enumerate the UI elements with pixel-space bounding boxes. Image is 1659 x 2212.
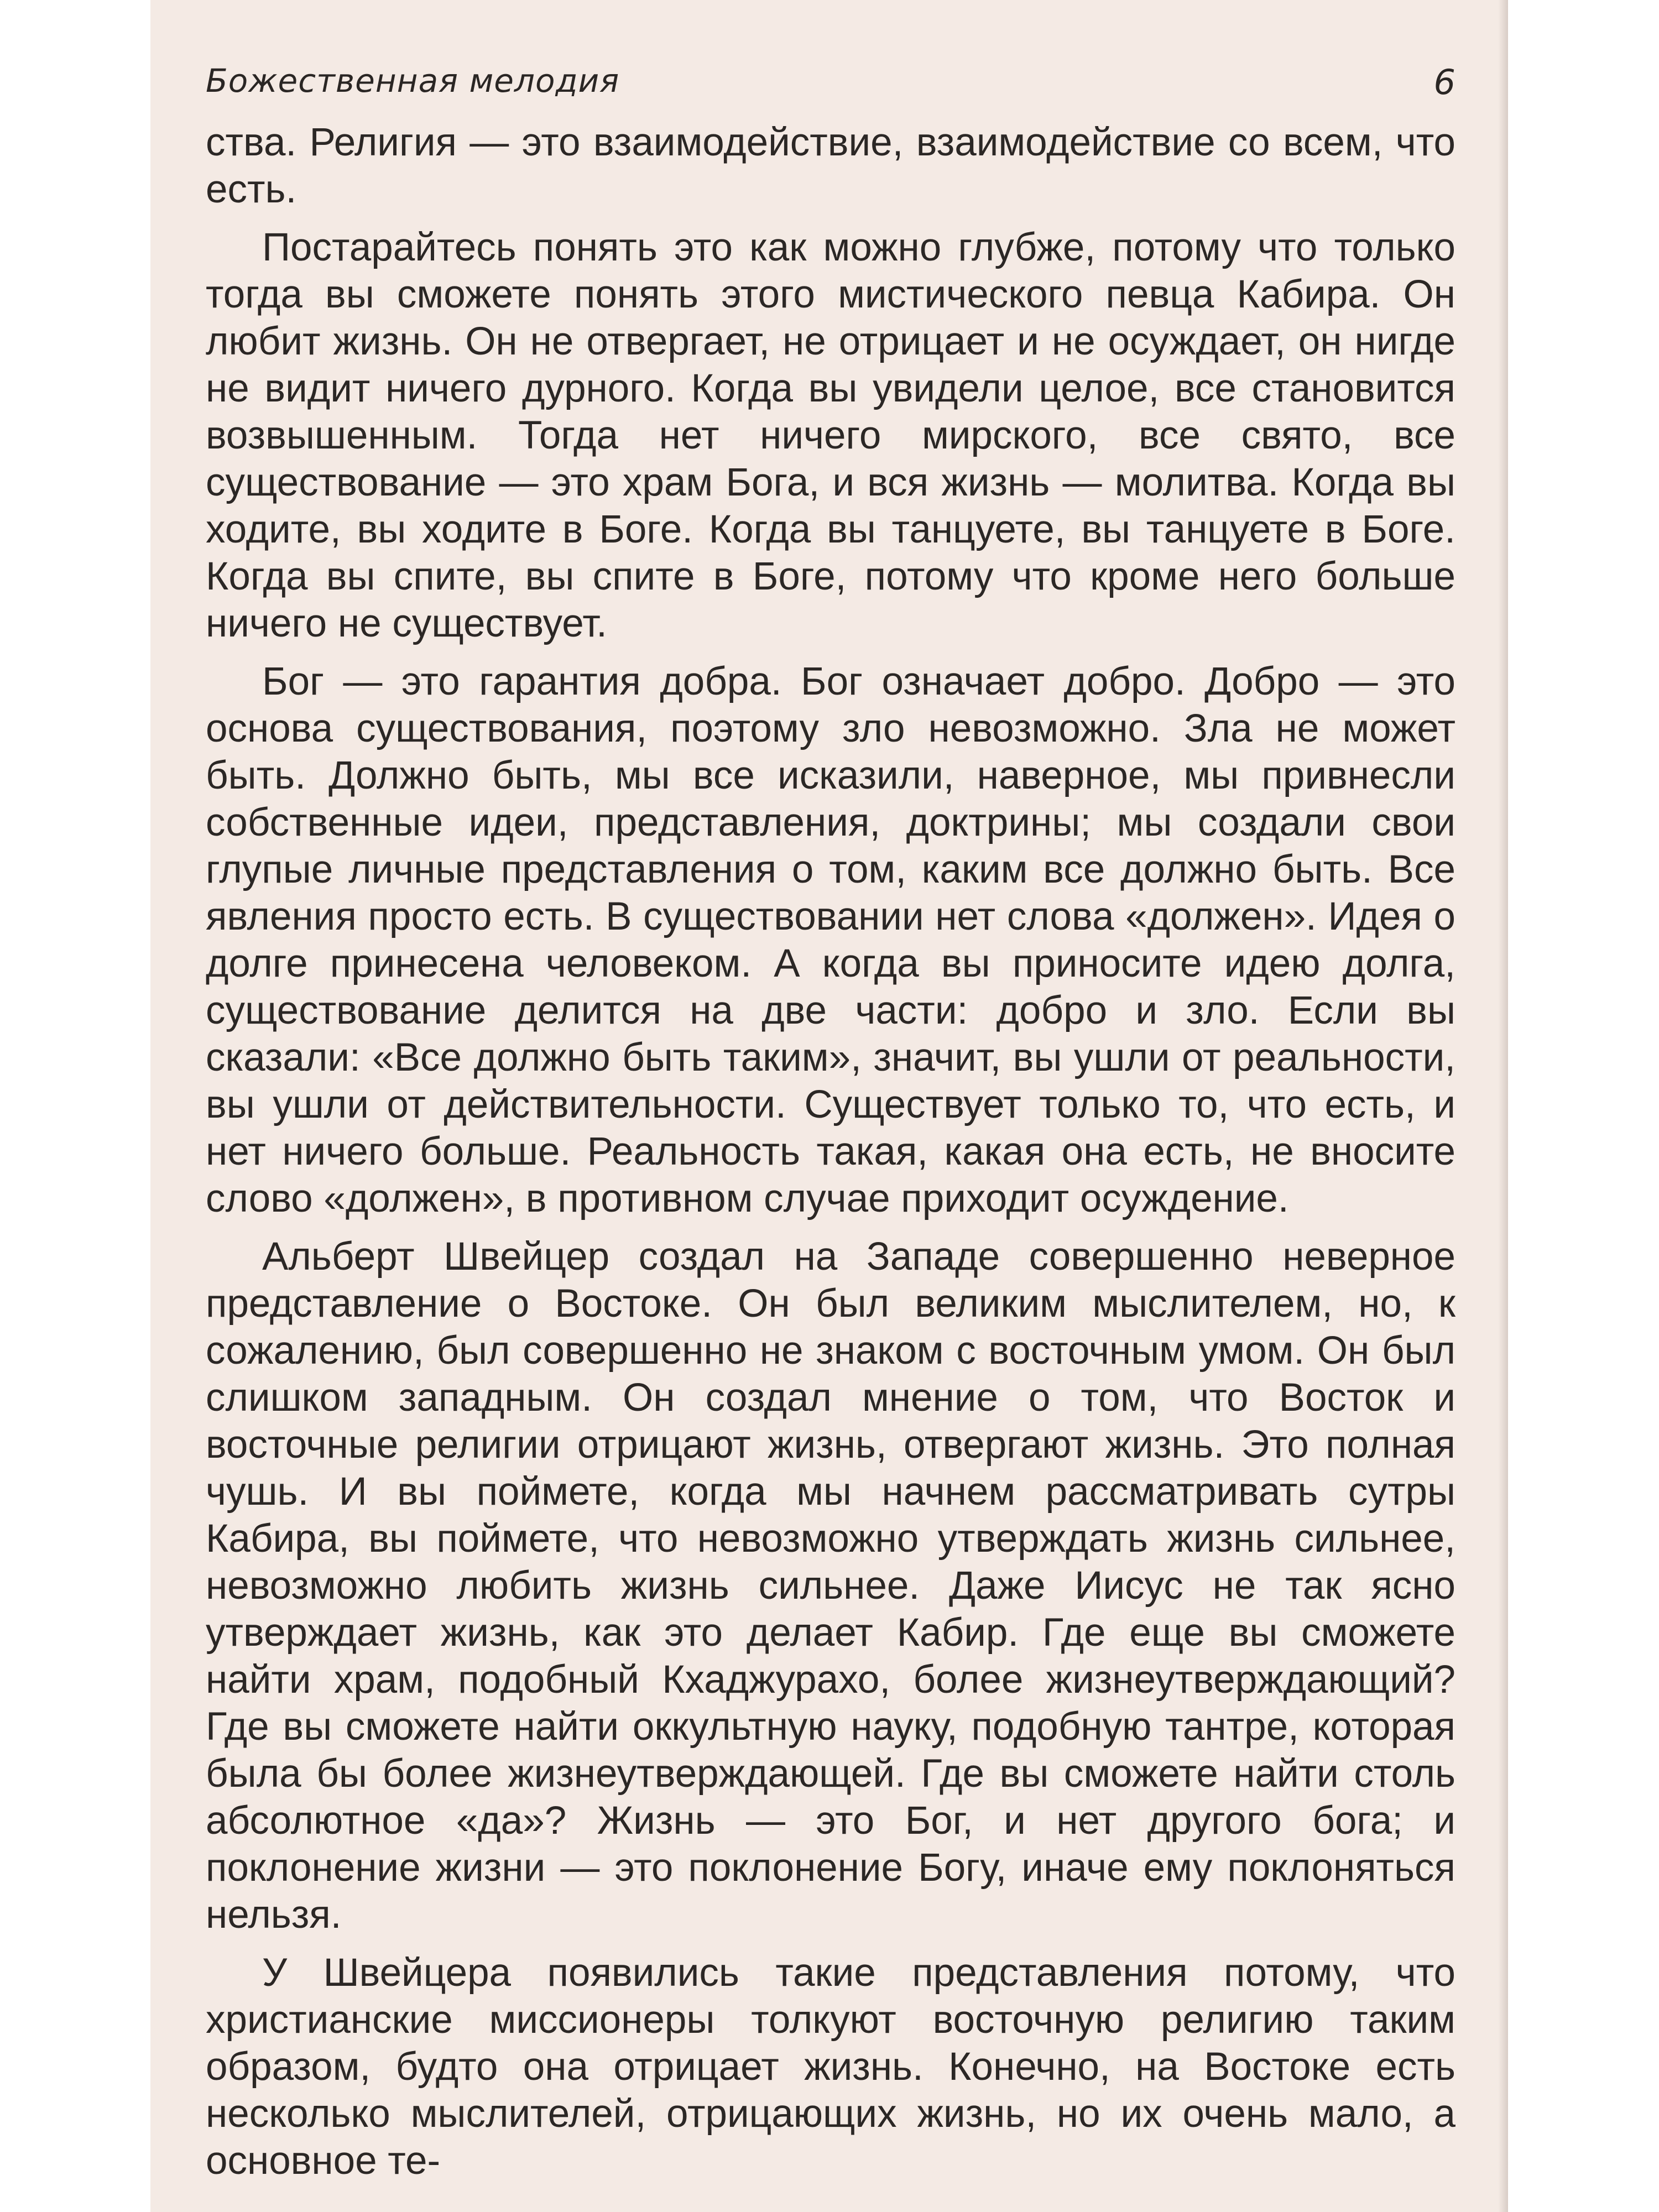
page-header	[206, 62, 1455, 112]
paragraph: У Швейцера появились такие представления потому, что христианские миссионеры толкуют восточную религию таким образом, будто она отрицает жизнь. Конечно, на Востоке есть несколько мыслителей, отрицающих жизнь, но их очень мало, а основное те-	[206, 1951, 1455, 2183]
paragraph: Бог — это гарантия добра. Бог означает добро. Добро — это основа существования, поэтому зло невозможно. Зла не может быть. Должно быть, мы все исказили, наверное, мы привнесли собственные идеи, представления, доктрины; мы создали свои глупые личные представления о том, каким все должно быть. Все явления просто есть. В существовании нет слова «должен». Идея о долге принесена человеком. А когда вы приносите идею долга, существование делится на две части: добро и зло. Если вы сказали: «Все должно быть таким», значит, вы ушли от реальности, вы ушли от действительности. Существует только то, что есть, и нет ничего больше. Реальность такая, какая она есть, не вносите слово «должен», в противном случае приходит осуждение.	[206, 660, 1455, 1220]
paragraph: ства. Религия — это взаимодействие, взаимодействие со всем, что есть.	[206, 121, 1455, 211]
book-page	[150, 0, 1508, 2212]
body-text	[206, 119, 1455, 2195]
paragraph: Постарайтесь понять это как можно глубже, потому что только тогда вы сможете понять этого мистического певца Кабира. Он любит жизнь. Он не отвергает, не отрицает и не осуждает, он нигде не видит ничего дурного. Когда вы увидели целое, все становится возвышенным. Тогда нет ничего мирского, все свято, все существование — это храм Бога, и вся жизнь — молитва. Когда вы ходите, вы ходите в Боге. Когда вы танцуете, вы танцуете в Боге. Когда вы спите, вы спите в Боге, потому что кроме него больше ничего не существует.	[206, 226, 1455, 645]
page-edge-shadow	[1498, 0, 1508, 2212]
paragraph: Альберт Швейцер создал на Западе совершенно неверное представление о Востоке. Он был великим мыслителем, но, к сожалению, был совершенно не знаком с восточным умом. Он был слишком западным. Он создал мнение о том, что Восток и восточные религии отрицают жизнь, отвергают жизнь. Это полная чушь. И вы поймете, когда мы начнем рассматривать сутры Кабира, вы поймете, что невозможно утверждать жизнь сильнее, невозможно любить жизнь сильнее. Даже Иисус не так ясно утверждает жизнь, как это делает Кабир. Где еще вы сможете найти храм, подобный Кхаджурахо, более жизнеутверждающий? Где вы сможете найти оккультную науку, подобную тантре, которая была бы более жизнеутверждающей. Где вы сможете найти столь абсолютное «да»? Жизнь — это Бог, и нет другого бога; и поклонение жизни — это поклонение Богу, иначе ему поклоняться нельзя.	[206, 1235, 1455, 1937]
running-title: Божественная мелодия	[206, 62, 620, 100]
page-number: 6	[1433, 62, 1455, 102]
